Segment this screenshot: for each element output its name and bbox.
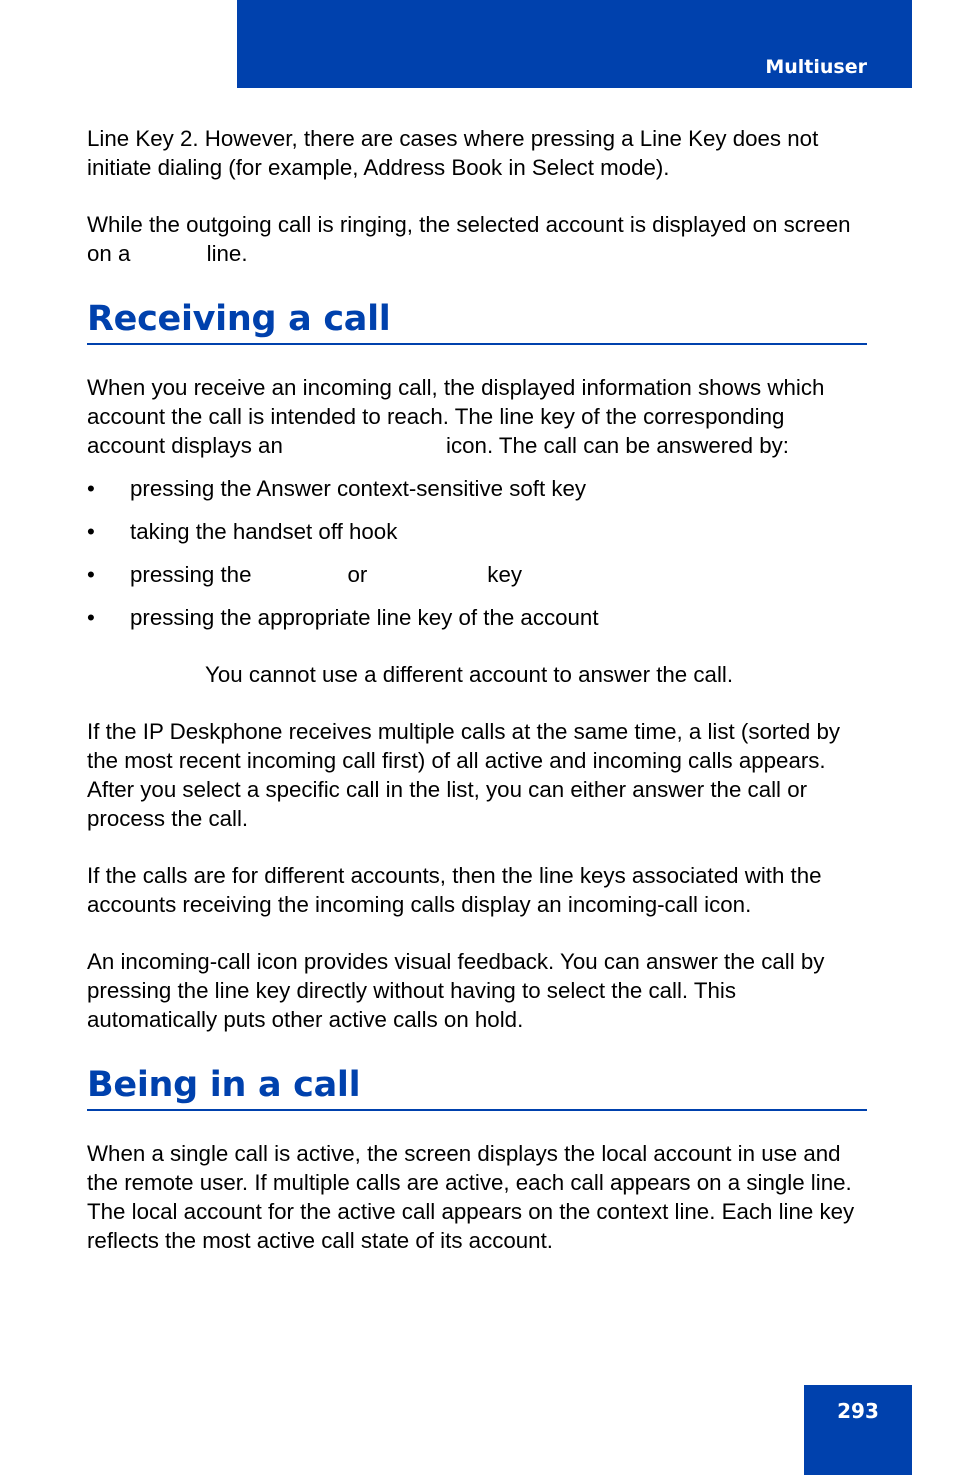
list-item (87, 560, 867, 589)
list-item (87, 474, 867, 503)
bullet-glyph: • (87, 605, 95, 630)
bullet-glyph: • (87, 562, 95, 587)
bullet-glyph: • (87, 519, 95, 544)
note-text: You cannot use a different account to answer the call. (205, 662, 734, 687)
receiving-paragraph-3: If the calls are for different accounts, then the line keys associated with the accounts receiving the incoming calls display an incoming-call icon. (87, 863, 822, 917)
section-heading-being: Being in a call (87, 1065, 867, 1111)
list-item-text: or (347, 562, 368, 587)
list-item-text: pressing the (130, 562, 252, 587)
list-item (87, 603, 867, 632)
receiving-p1-text-after: icon. The call can be answered by: (446, 433, 789, 458)
receiving-paragraph-1 (87, 373, 867, 460)
receiving-paragraph-4: An incoming-call icon provides visual feedback. You can answer the call by pressing the line key directly without having to select the call. This automatically puts other active calls on hold. (87, 949, 825, 1032)
page-content (87, 124, 867, 1255)
intro-p2-text-after: line. (206, 241, 248, 266)
section-heading-receiving: Receiving a call (87, 299, 867, 345)
receiving-p1-text-before: When you receive an incoming call, the displayed information shows which account the call is intended to reach. The line key of the corresponding account displays an (87, 375, 825, 458)
header-bar (237, 0, 912, 88)
intro-p2-text-before: While the outgoing call is ringing, the selected account is displayed on screen on a (87, 212, 851, 266)
list-item-text: key (487, 562, 522, 587)
intro-paragraph-2 (87, 210, 867, 268)
answer-methods-list (87, 474, 867, 632)
running-header-section: Multiuser (765, 56, 867, 78)
being-paragraph-1: When a single call is active, the screen displays the local account in use and the remote user. If multiple calls are active, each call appears on a single line. The local account for the active call appears on the context line. Each line key reflects the most active call state of its account. (87, 1141, 855, 1253)
list-item-text: taking the handset off hook (130, 519, 398, 544)
list-item-text: pressing the Answer context-sensitive soft key (130, 476, 587, 501)
bullet-glyph: • (87, 476, 95, 501)
page-number-tab (804, 1385, 912, 1475)
page-number: 293 (837, 1399, 879, 1423)
list-item (87, 517, 867, 546)
list-item-text: pressing the appropriate line key of the account (130, 605, 599, 630)
receiving-paragraph-2: If the IP Deskphone receives multiple calls at the same time, a list (sorted by the most recent incoming call first) of all active and incoming calls appears. After you select a specific call in the list, you can either answer the call or process the call. (87, 719, 841, 831)
intro-paragraph-1: Line Key 2. However, there are cases where pressing a Line Key does not initiate dialing (for example, Address Book in Select mode). (87, 126, 819, 180)
